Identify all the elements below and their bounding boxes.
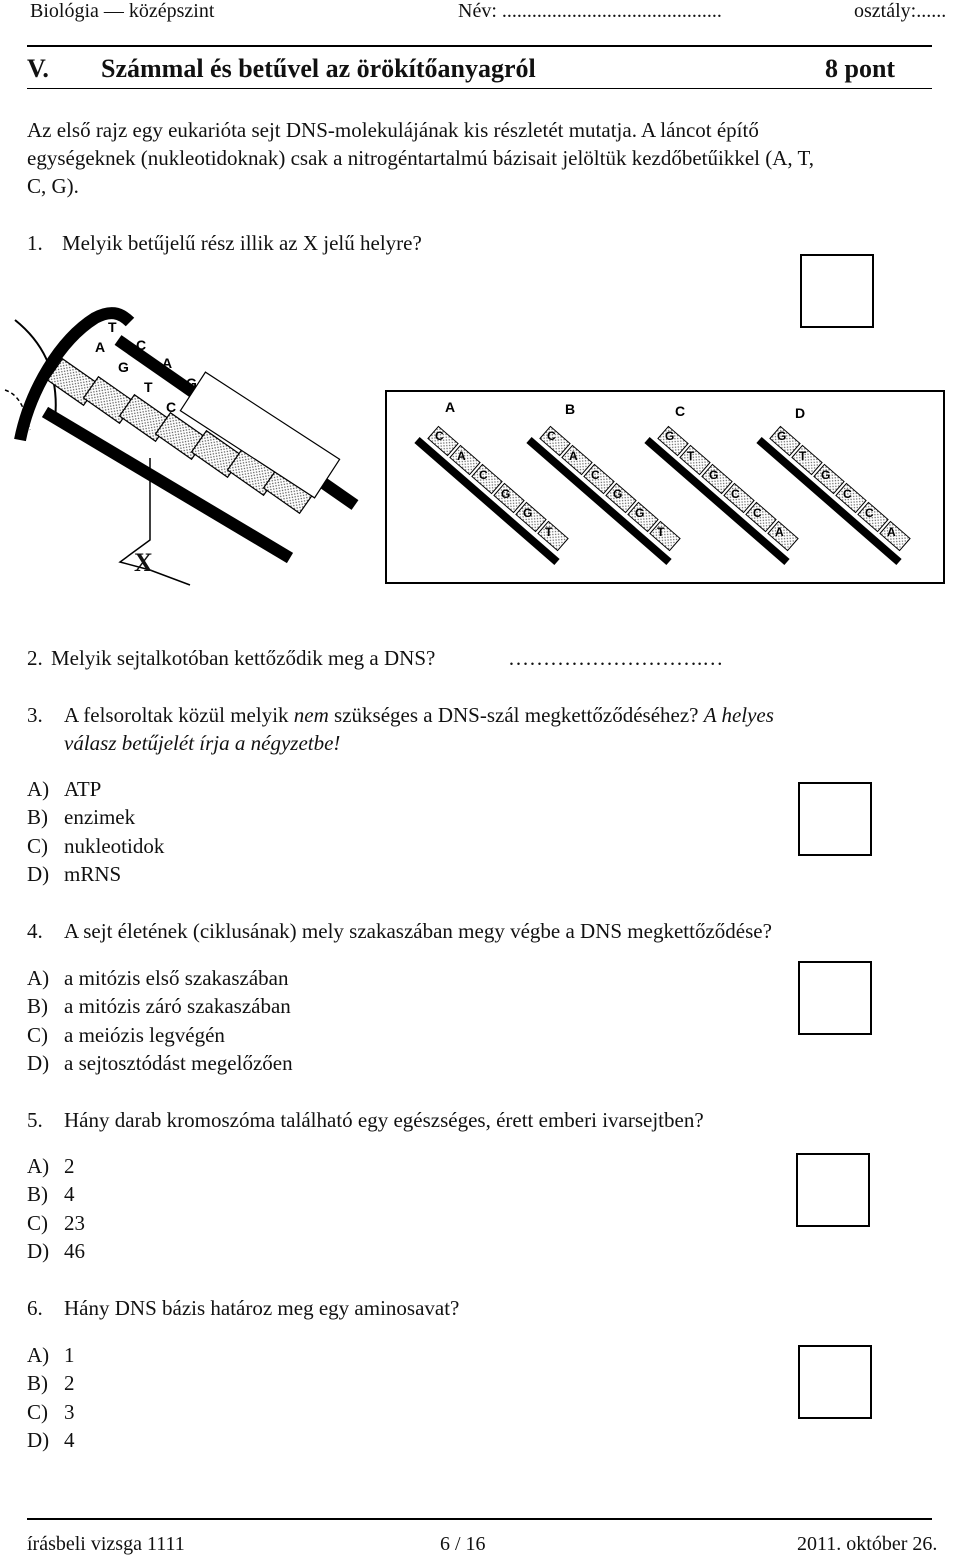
svg-text:T: T bbox=[657, 525, 665, 539]
option-a-strand bbox=[417, 399, 568, 562]
q1-number: 1. bbox=[27, 231, 43, 255]
intro-line-2: egységeknek (nukleotidoknak) csak a nitrogéntartalmú bázisait jelöltük kezdőbetűikkel (A, T, bbox=[27, 146, 815, 170]
svg-text:C: C bbox=[731, 487, 740, 501]
helix-base-label: C bbox=[136, 337, 147, 353]
q6-option: A) 1 bbox=[27, 1343, 75, 1367]
q5-number: 5. bbox=[27, 1108, 43, 1132]
q2-text: Melyik sejtalkotóban kettőződik meg a DNS? bbox=[51, 646, 436, 670]
helix-base-label: C bbox=[166, 399, 177, 415]
footer-rule bbox=[27, 1518, 932, 1520]
q4-text: A sejt életének (ciklusának) mely szakaszában megy végbe a DNS megkettőződése? bbox=[64, 919, 772, 943]
q4-option: A) a mitózis első szakaszában bbox=[27, 966, 289, 990]
svg-text:G: G bbox=[635, 506, 645, 520]
footer-exam: írásbeli vizsga 1111 bbox=[27, 1533, 185, 1555]
q6-option: D) 4 bbox=[27, 1427, 75, 1452]
q6-option: B) 2 bbox=[27, 1371, 75, 1396]
q3-options bbox=[27, 775, 164, 888]
options-figure bbox=[385, 390, 945, 584]
q4-option: D) a sejtosztódást megelőzően bbox=[27, 1050, 293, 1075]
header-class-field: osztály:...... bbox=[854, 0, 947, 22]
q3-option: A) ATP bbox=[27, 777, 102, 801]
svg-text:G: G bbox=[821, 468, 831, 482]
helix-base-label: G bbox=[186, 375, 197, 391]
svg-text:T: T bbox=[799, 449, 807, 463]
svg-text:G: G bbox=[501, 487, 511, 501]
svg-text:A: A bbox=[457, 449, 466, 463]
svg-text:C: C bbox=[591, 468, 600, 482]
q4-option: C) a meiózis legvégén bbox=[27, 1022, 225, 1047]
header-name-field: Név: ............................................ bbox=[458, 0, 722, 22]
q4-answer-box[interactable] bbox=[798, 961, 872, 1035]
q5-text: Hány darab kromoszóma található egy egészséges, érett emberi ivarsejtben? bbox=[64, 1108, 704, 1132]
intro-line-1: Az első rajz egy eukarióta sejt DNS-molekulájának kis részletét mutatja. A láncot építő bbox=[27, 118, 759, 142]
q6-options bbox=[27, 1341, 75, 1454]
section-points: 8 pont bbox=[825, 54, 896, 83]
section-number: V. bbox=[27, 54, 49, 83]
q3-answer-box[interactable] bbox=[798, 782, 872, 856]
q3-number: 3. bbox=[27, 703, 43, 727]
footer-page-number: 6 / 16 bbox=[440, 1533, 486, 1555]
svg-text:A: A bbox=[775, 525, 784, 539]
q4-options bbox=[27, 964, 293, 1077]
svg-text:C: C bbox=[753, 506, 762, 520]
section-title: Számmal és betűvel az örökítőanyagról bbox=[101, 54, 536, 83]
option-letter-b: B bbox=[565, 401, 576, 417]
q5-option: C) 23 bbox=[27, 1210, 85, 1235]
q6-text: Hány DNS bázis határoz meg egy aminosavat? bbox=[64, 1296, 460, 1320]
q5-answer-box[interactable] bbox=[796, 1153, 870, 1227]
q1-text: Melyik betűjelű rész illik az X jelű helyre? bbox=[62, 231, 422, 255]
section-rule bbox=[27, 88, 932, 89]
options-figure-drawing bbox=[387, 392, 943, 582]
q3-option: D) mRNS bbox=[27, 861, 122, 886]
svg-text:T: T bbox=[687, 449, 695, 463]
svg-text:G: G bbox=[709, 468, 719, 482]
q1-answer-box[interactable] bbox=[800, 254, 874, 328]
q3-option: C) nukleotidok bbox=[27, 833, 165, 858]
q6-number: 6. bbox=[27, 1296, 43, 1320]
svg-text:C: C bbox=[479, 468, 488, 482]
header-subject: Biológia — középszint bbox=[30, 0, 215, 22]
x-label: X bbox=[134, 548, 153, 577]
q2-number: 2. bbox=[27, 646, 43, 670]
svg-text:C: C bbox=[435, 429, 444, 443]
svg-text:G: G bbox=[777, 429, 787, 443]
q4-option: B) a mitózis záró szakaszában bbox=[27, 994, 291, 1019]
q3-option: B) enzimek bbox=[27, 805, 136, 830]
helix-base-label: G bbox=[118, 359, 129, 375]
helix-base-label: T bbox=[144, 379, 153, 395]
q6-answer-box[interactable] bbox=[798, 1345, 872, 1419]
svg-text:C: C bbox=[843, 487, 852, 501]
dna-helix-figure bbox=[0, 300, 380, 600]
svg-text:G: G bbox=[665, 429, 675, 443]
helix-base-label: A bbox=[95, 339, 106, 355]
q3-instruction: válasz betűjelét írja a négyzetbe! bbox=[64, 731, 341, 755]
q5-option: A) 2 bbox=[27, 1154, 75, 1178]
svg-text:C: C bbox=[547, 429, 556, 443]
q4-number: 4. bbox=[27, 919, 43, 943]
svg-text:T: T bbox=[545, 525, 553, 539]
footer-date: 2011. október 26. bbox=[797, 1533, 938, 1555]
svg-text:A: A bbox=[887, 525, 896, 539]
svg-text:C: C bbox=[865, 506, 874, 520]
option-letter-c: C bbox=[675, 403, 686, 419]
q2-answer-dots[interactable]: ……………………….… bbox=[508, 646, 724, 670]
intro-line-3: C, G). bbox=[27, 174, 79, 198]
q5-option: D) 46 bbox=[27, 1238, 85, 1263]
helix-base-label: A bbox=[162, 355, 173, 371]
q5-option: B) 4 bbox=[27, 1182, 75, 1207]
q5-options bbox=[27, 1152, 85, 1265]
q3-question: A felsoroltak közül melyik nem szükséges a DNS-szál megkettőződéséhez? A helyes bbox=[64, 703, 774, 727]
header-rule bbox=[27, 45, 932, 47]
svg-text:A: A bbox=[569, 449, 578, 463]
option-letter-d: D bbox=[795, 405, 806, 421]
option-letter-a: A bbox=[445, 399, 456, 415]
q6-option: C) 3 bbox=[27, 1399, 75, 1424]
svg-text:G: G bbox=[613, 487, 623, 501]
helix-base-label: T bbox=[108, 319, 117, 335]
svg-text:G: G bbox=[523, 506, 533, 520]
